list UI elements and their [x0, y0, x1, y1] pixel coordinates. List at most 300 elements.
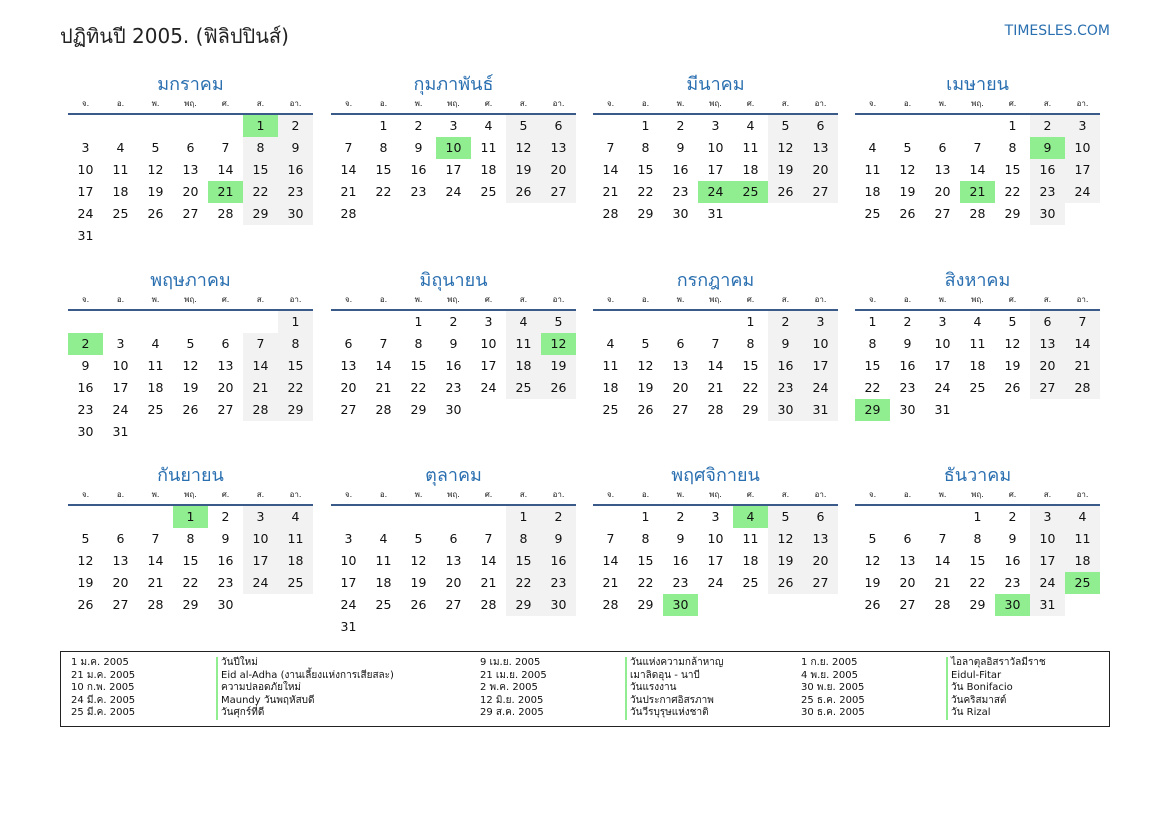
day-cell: 8 [379, 140, 388, 155]
day-cell: 17 [77, 184, 94, 199]
weekend-day-cell: 19 [768, 550, 803, 572]
week-row [68, 550, 313, 572]
day-cell: 13 [445, 553, 462, 568]
day-cell: 10 [707, 531, 724, 546]
day-cell: 27 [112, 597, 129, 612]
day-cell: 15 [637, 553, 654, 568]
weekend-day-cell: 19 [768, 159, 803, 181]
day-cell: 13 [182, 162, 199, 177]
day-cell: 11 [969, 336, 986, 351]
weekday-label: อ. [379, 99, 388, 108]
holiday-name: Eid al-Adha (งานเลี้ยงแห่งการเสียสละ) [216, 670, 394, 683]
holiday-date: 1 ก.ย. 2005 [801, 657, 858, 668]
weekend-day-cell: 7 [1065, 311, 1100, 333]
day-cell: 2 [903, 314, 912, 329]
day-cell: 19 [410, 575, 427, 590]
day-cell: 26 [182, 402, 199, 417]
day-cell: 27 [934, 206, 951, 221]
day-cell: 16 [672, 162, 689, 177]
day-cell: 13 [340, 358, 357, 373]
weekday-label: อ. [903, 490, 912, 499]
weekend-day-cell: 10 [1065, 137, 1100, 159]
day-cell: 14 [480, 553, 497, 568]
weekday-label: พฤ. [447, 490, 460, 499]
week-row [855, 355, 1100, 377]
weekday-label: อ. [903, 99, 912, 108]
empty-day-cell [925, 506, 960, 528]
day-cell: 25 [480, 184, 497, 199]
weekend-day-cell: 4 [278, 506, 313, 528]
day-cell: 11 [742, 140, 759, 155]
day-cell: 17 [707, 162, 724, 177]
day-cell: 30 [899, 402, 916, 417]
empty-day-cell [68, 115, 103, 137]
empty-day-cell [366, 616, 401, 638]
day-cell: 6 [221, 336, 230, 351]
day-cell: 28 [969, 206, 986, 221]
day-cell: 10 [77, 162, 94, 177]
day-cell: 10 [934, 336, 951, 351]
day-cell: 4 [484, 118, 493, 133]
weekend-day-cell: 10 [1030, 528, 1065, 550]
weekday-label: จ. [344, 490, 353, 499]
day-cell: 22 [375, 184, 392, 199]
week-row [855, 137, 1100, 159]
day-cell: 3 [938, 314, 947, 329]
weekend-day-cell: 2 [768, 311, 803, 333]
holiday-day-cell: 25 [1065, 572, 1100, 594]
week-row [331, 355, 576, 377]
week-row [331, 159, 576, 181]
holiday-item [480, 707, 723, 720]
holiday-item [801, 707, 1046, 720]
day-cell: 24 [77, 206, 94, 221]
day-cell: 21 [340, 184, 357, 199]
empty-day-cell [1065, 594, 1100, 616]
week-row [68, 225, 313, 247]
weekend-day-cell: 15 [506, 550, 541, 572]
day-cell: 12 [899, 162, 916, 177]
day-cell: 15 [637, 162, 654, 177]
weekday-label: พฤ. [971, 99, 984, 108]
holiday-date: 10 ก.พ. 2005 [71, 682, 135, 694]
holiday-day-cell: 21 [208, 181, 243, 203]
empty-day-cell [593, 506, 628, 528]
day-cell: 24 [112, 402, 129, 417]
weekday-header [855, 98, 1100, 110]
week-row [331, 311, 576, 333]
week-row [855, 159, 1100, 181]
empty-day-cell [1030, 399, 1065, 421]
weekend-day-cell: 18 [278, 550, 313, 572]
day-cell: 28 [340, 206, 357, 221]
day-cell: 1 [379, 118, 388, 133]
day-cell: 17 [340, 575, 357, 590]
day-cell: 24 [445, 184, 462, 199]
holiday-date: 4 พ.ย. 2005 [801, 669, 858, 681]
site-link[interactable]: TIMESLES.COM [1004, 23, 1110, 39]
month-name: เมษายน [946, 74, 1009, 95]
weekday-label: อา. [552, 295, 565, 304]
day-cell: 21 [375, 380, 392, 395]
weekend-day-cell: 5 [768, 506, 803, 528]
weekday-label: อ. [641, 99, 650, 108]
day-cell: 23 [217, 575, 234, 590]
weekend-day-cell: 4 [1065, 506, 1100, 528]
week-row [331, 115, 576, 137]
weekend-day-cell: 9 [278, 137, 313, 159]
empty-day-cell [768, 594, 803, 616]
weekend-day-cell: 6 [541, 115, 576, 137]
weekday-label: ศ. [746, 295, 755, 304]
weekday-label: อา. [1076, 295, 1089, 304]
day-cell: 15 [182, 553, 199, 568]
weekend-day-cell: 12 [768, 137, 803, 159]
day-cell: 14 [147, 553, 164, 568]
empty-day-cell [243, 421, 278, 443]
weekend-day-cell: 17 [1030, 550, 1065, 572]
week-row [331, 616, 576, 638]
day-cell: 29 [410, 402, 427, 417]
holiday-date: 21 เม.ย. 2005 [480, 669, 547, 681]
day-cell: 28 [707, 402, 724, 417]
day-cell: 22 [410, 380, 427, 395]
empty-day-cell [103, 311, 138, 333]
weekend-day-cell: 26 [768, 572, 803, 594]
weekend-day-cell: 19 [506, 159, 541, 181]
day-cell: 28 [480, 597, 497, 612]
weekday-header [331, 489, 576, 501]
day-cell: 18 [112, 184, 129, 199]
weekend-day-cell: 20 [541, 159, 576, 181]
holiday-item [480, 682, 723, 695]
day-cell: 26 [637, 402, 654, 417]
weekday-label: พ. [676, 490, 685, 499]
day-cell: 17 [934, 358, 951, 373]
weekend-day-cell: 11 [1065, 528, 1100, 550]
weekend-day-cell: 16 [768, 355, 803, 377]
day-cell: 15 [969, 553, 986, 568]
day-cell: 3 [711, 118, 720, 133]
weekday-label: อ. [116, 295, 125, 304]
weekend-day-cell: 13 [541, 137, 576, 159]
holiday-day-cell: 9 [1030, 137, 1065, 159]
day-cell: 19 [637, 380, 654, 395]
day-cell: 4 [116, 140, 125, 155]
day-cell: 26 [147, 206, 164, 221]
day-cell: 8 [868, 336, 877, 351]
day-cell: 6 [449, 531, 458, 546]
week-row [593, 159, 838, 181]
month-calendar [331, 463, 576, 638]
weekday-label: ส. [256, 490, 265, 499]
day-cell: 10 [480, 336, 497, 351]
empty-day-cell [278, 421, 313, 443]
day-cell: 15 [410, 358, 427, 373]
day-cell: 31 [112, 424, 129, 439]
day-cell: 30 [445, 402, 462, 417]
day-cell: 12 [1004, 336, 1021, 351]
day-cell: 10 [340, 553, 357, 568]
weekend-day-cell: 5 [506, 115, 541, 137]
day-cell: 25 [742, 575, 759, 590]
week-row [331, 506, 576, 528]
empty-day-cell [803, 594, 838, 616]
week-row [593, 399, 838, 421]
day-cell: 14 [602, 162, 619, 177]
weekday-label: อา. [814, 295, 827, 304]
weekday-label: พฤ. [184, 295, 197, 304]
day-cell: 31 [77, 228, 94, 243]
day-cell: 26 [410, 597, 427, 612]
day-cell: 2 [449, 314, 458, 329]
weekend-day-cell: 18 [506, 355, 541, 377]
day-cell: 10 [112, 358, 129, 373]
weekday-label: ศ. [221, 490, 230, 499]
weekday-label: จ. [81, 490, 90, 499]
weekend-day-cell: 24 [803, 377, 838, 399]
day-cell: 27 [445, 597, 462, 612]
day-cell: 3 [484, 314, 493, 329]
holiday-day-cell: 2 [68, 333, 103, 355]
week-row [593, 137, 838, 159]
week-row [593, 311, 838, 333]
week-row [593, 203, 838, 225]
day-cell: 3 [81, 140, 90, 155]
day-cell: 24 [340, 597, 357, 612]
day-cell: 24 [480, 380, 497, 395]
day-cell: 22 [637, 575, 654, 590]
weekday-label: ศ. [746, 99, 755, 108]
day-cell: 9 [676, 140, 685, 155]
weekend-day-cell: 27 [1030, 377, 1065, 399]
day-cell: 27 [672, 402, 689, 417]
day-cell: 21 [602, 575, 619, 590]
day-cell: 26 [864, 597, 881, 612]
holiday-date: 30 ธ.ค. 2005 [801, 707, 865, 719]
empty-day-cell [593, 311, 628, 333]
weekday-label: พฤ. [709, 295, 722, 304]
day-cell: 30 [217, 597, 234, 612]
empty-day-cell [541, 203, 576, 225]
weekday-label: อา. [1076, 490, 1089, 499]
weekday-label: พ. [938, 99, 947, 108]
day-cell: 6 [344, 336, 353, 351]
empty-day-cell [995, 399, 1030, 421]
day-cell: 2 [676, 118, 685, 133]
day-cell: 27 [899, 597, 916, 612]
holiday-name: วัน Rizal [946, 707, 991, 720]
day-cell: 13 [899, 553, 916, 568]
day-cell: 28 [602, 206, 619, 221]
day-cell: 18 [969, 358, 986, 373]
day-cell: 22 [637, 184, 654, 199]
empty-day-cell [960, 115, 995, 137]
weekday-label: อา. [289, 490, 302, 499]
empty-day-cell [68, 311, 103, 333]
day-cell: 5 [1008, 314, 1017, 329]
weekend-day-cell: 17 [1065, 159, 1100, 181]
weekend-day-cell: 4 [506, 311, 541, 333]
week-row [855, 203, 1100, 225]
day-cell: 19 [147, 184, 164, 199]
week-row [68, 528, 313, 550]
empty-day-cell [243, 225, 278, 247]
weekend-day-cell: 22 [278, 377, 313, 399]
day-cell: 8 [641, 531, 650, 546]
week-row [855, 377, 1100, 399]
weekend-day-cell: 12 [506, 137, 541, 159]
holiday-date: 2 พ.ค. 2005 [480, 682, 538, 694]
weekend-day-cell: 2 [541, 506, 576, 528]
day-cell: 18 [742, 162, 759, 177]
weekday-label: อ. [116, 490, 125, 499]
empty-day-cell [103, 225, 138, 247]
holiday-date: 1 ม.ค. 2005 [71, 657, 129, 668]
holiday-item [71, 657, 394, 670]
week-row [68, 181, 313, 203]
holiday-name: วัน Bonifacio [946, 682, 1013, 695]
day-cell: 11 [480, 140, 497, 155]
weekend-day-cell: 21 [243, 377, 278, 399]
day-cell: 22 [742, 380, 759, 395]
day-cell: 14 [602, 553, 619, 568]
holiday-date: 12 มิ.ย. 2005 [480, 694, 544, 706]
holiday-day-cell: 24 [698, 181, 733, 203]
day-cell: 20 [672, 380, 689, 395]
day-cell: 7 [344, 140, 353, 155]
day-cell: 22 [864, 380, 881, 395]
day-cell: 22 [1004, 184, 1021, 199]
weekend-day-cell: 16 [278, 159, 313, 181]
holiday-name: วันประกาศอิสรภาพ [625, 695, 714, 708]
day-cell: 1 [414, 314, 423, 329]
day-cell: 23 [672, 184, 689, 199]
week-row [68, 594, 313, 616]
empty-day-cell [506, 203, 541, 225]
weekend-day-cell: 20 [803, 550, 838, 572]
empty-day-cell [471, 399, 506, 421]
day-cell: 29 [637, 597, 654, 612]
weekend-day-cell: 10 [243, 528, 278, 550]
weekday-label: พ. [676, 295, 685, 304]
empty-day-cell [506, 399, 541, 421]
day-cell: 7 [221, 140, 230, 155]
day-cell: 21 [147, 575, 164, 590]
month-calendar [855, 268, 1100, 421]
month-name: มีนาคม [686, 74, 745, 95]
day-cell: 9 [449, 336, 458, 351]
weekday-header [593, 489, 838, 501]
day-cell: 16 [1004, 553, 1021, 568]
empty-day-cell [436, 506, 471, 528]
month-calendar [593, 268, 838, 421]
holiday-name: วันแรงงาน [625, 682, 676, 695]
day-cell: 12 [77, 553, 94, 568]
weekday-label: จ. [606, 295, 615, 304]
day-cell: 13 [672, 358, 689, 373]
day-cell: 28 [602, 597, 619, 612]
weekday-label: จ. [868, 99, 877, 108]
week-row [855, 528, 1100, 550]
day-cell: 4 [151, 336, 160, 351]
day-cell: 21 [480, 575, 497, 590]
day-cell: 25 [112, 206, 129, 221]
holiday-day-cell: 10 [436, 137, 471, 159]
week-row [855, 572, 1100, 594]
day-cell: 5 [81, 531, 90, 546]
month-name: มกราคม [157, 74, 224, 95]
month-name: สิงหาคม [944, 270, 1011, 291]
day-cell: 23 [899, 380, 916, 395]
holiday-item [480, 657, 723, 670]
day-cell: 23 [77, 402, 94, 417]
month-name: พฤศจิกายน [671, 465, 760, 486]
weekday-label: พ. [151, 490, 160, 499]
week-row [68, 377, 313, 399]
week-row [68, 137, 313, 159]
day-cell: 2 [1008, 509, 1017, 524]
empty-day-cell [173, 421, 208, 443]
week-row [593, 355, 838, 377]
weekend-day-cell: 10 [803, 333, 838, 355]
weekend-day-cell: 27 [803, 572, 838, 594]
holiday-name: วันวีรบุรุษแห่งชาติ [625, 707, 709, 720]
holiday-item [801, 657, 1046, 670]
day-cell: 7 [484, 531, 493, 546]
day-cell: 1 [868, 314, 877, 329]
week-row [593, 181, 838, 203]
day-cell: 23 [1004, 575, 1021, 590]
day-cell: 5 [151, 140, 160, 155]
holiday-name: วันศุกร์ที่ดี [216, 707, 264, 720]
weekend-day-cell: 6 [803, 506, 838, 528]
weekend-day-cell: 15 [278, 355, 313, 377]
holiday-date: 25 ธ.ค. 2005 [801, 694, 865, 706]
empty-day-cell [506, 616, 541, 638]
day-cell: 15 [1004, 162, 1021, 177]
month-name: ธันวาคม [943, 465, 1012, 486]
weekend-day-cell: 3 [243, 506, 278, 528]
holiday-name: วันปีใหม่ [216, 657, 258, 670]
day-cell: 18 [864, 184, 881, 199]
week-row [331, 181, 576, 203]
holiday-date: 29 ส.ค. 2005 [480, 707, 544, 719]
week-row [593, 594, 838, 616]
weekday-label: อา. [552, 99, 565, 108]
weekday-label: ศ. [1008, 490, 1017, 499]
day-cell: 5 [641, 336, 650, 351]
weekend-day-cell: 13 [803, 137, 838, 159]
weekday-label: พฤ. [971, 490, 984, 499]
weekend-day-cell: 5 [768, 115, 803, 137]
empty-day-cell [138, 311, 173, 333]
day-cell: 24 [707, 575, 724, 590]
empty-day-cell [173, 311, 208, 333]
day-cell: 21 [602, 184, 619, 199]
holiday-item [71, 682, 394, 695]
holidays-column [71, 657, 394, 720]
weekday-header [331, 98, 576, 110]
day-cell: 1 [641, 509, 650, 524]
weekday-label: พฤ. [709, 490, 722, 499]
weekday-label: จ. [868, 295, 877, 304]
weekday-header [331, 294, 576, 306]
holiday-name: ความปลอดภัยใหม่ [216, 682, 301, 695]
day-cell: 29 [969, 597, 986, 612]
week-row [855, 594, 1100, 616]
weekday-label: อา. [552, 490, 565, 499]
